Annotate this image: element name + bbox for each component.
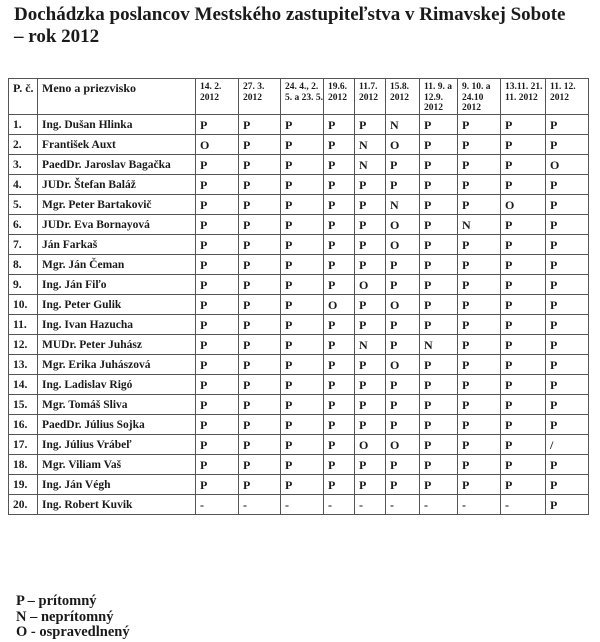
attendance-mark: P [281,134,324,154]
member-name: PaedDr. Jaroslav Bagačka [38,154,196,174]
attendance-mark: P [501,314,546,334]
attendance-mark: P [324,394,355,414]
attendance-table [8,78,589,515]
attendance-mark: P [324,434,355,454]
attendance-mark: P [386,394,420,414]
attendance-mark: P [458,114,501,134]
row-number: 18. [9,454,38,474]
attendance-mark: P [420,114,458,134]
row-number: 9. [9,274,38,294]
attendance-mark: P [196,174,239,194]
member-name: Ing. Ján Fiľo [38,274,196,294]
attendance-mark: P [458,234,501,254]
row-number: 17. [9,434,38,454]
table-row [9,174,589,194]
attendance-mark: P [281,214,324,234]
attendance-mark: P [546,454,589,474]
row-number: 5. [9,194,38,214]
attendance-mark: P [239,354,281,374]
attendance-mark: P [196,374,239,394]
attendance-mark: P [324,174,355,194]
attendance-mark: P [324,114,355,134]
header-date: 27. 3. 2012 [239,79,281,115]
attendance-mark: O [386,214,420,234]
attendance-mark: P [281,474,324,494]
attendance-mark: O [386,134,420,154]
row-number: 8. [9,254,38,274]
attendance-mark: P [196,274,239,294]
attendance-mark: N [355,154,386,174]
table-header-row [9,79,589,115]
attendance-mark: P [281,334,324,354]
table-row [9,274,589,294]
row-number: 3. [9,154,38,174]
attendance-mark: P [458,134,501,154]
attendance-mark: P [196,234,239,254]
attendance-mark: P [501,214,546,234]
attendance-mark: P [546,354,589,374]
header-date: 11.7. 2012 [355,79,386,115]
attendance-mark: P [281,234,324,254]
attendance-mark: P [501,114,546,134]
header-number: P. č. [9,79,38,115]
row-number: 2. [9,134,38,154]
table-row [9,234,589,254]
attendance-mark: P [501,434,546,454]
attendance-mark: P [355,354,386,374]
attendance-mark: P [386,314,420,334]
attendance-mark: O [546,154,589,174]
member-name: Ing. Ladislav Rigó [38,374,196,394]
attendance-mark: P [239,194,281,214]
attendance-mark: P [546,414,589,434]
attendance-mark: P [239,254,281,274]
attendance-mark: P [324,474,355,494]
table-row [9,374,589,394]
attendance-mark: P [196,214,239,234]
attendance-mark: P [420,214,458,234]
legend [16,594,130,641]
member-name: PaedDr. Július Sojka [38,414,196,434]
attendance-mark: O [386,434,420,454]
member-name: Ing. Dušan Hlinka [38,114,196,134]
header-date: 24. 4., 2. 5. a 23. 5. [281,79,324,115]
table-row [9,114,589,134]
attendance-mark: P [324,214,355,234]
attendance-mark: P [324,314,355,334]
document-title [14,4,594,48]
attendance-mark: P [386,334,420,354]
attendance-mark: P [420,394,458,414]
member-name: Mgr. Tomáš Sliva [38,394,196,414]
attendance-mark: P [546,374,589,394]
row-number: 10. [9,294,38,314]
attendance-mark: P [501,474,546,494]
attendance-mark: P [281,174,324,194]
attendance-mark: P [546,234,589,254]
attendance-mark: P [458,474,501,494]
header-date: 13.11. 21. 11. 2012 [501,79,546,115]
row-number: 12. [9,334,38,354]
attendance-mark: P [420,314,458,334]
header-date: 19.6. 2012 [324,79,355,115]
attendance-mark: P [501,254,546,274]
attendance-mark: P [196,194,239,214]
attendance-mark: P [420,294,458,314]
attendance-mark: P [458,354,501,374]
attendance-mark: P [239,174,281,194]
attendance-mark: P [458,394,501,414]
attendance-mark: P [196,414,239,434]
row-number: 7. [9,234,38,254]
table-row [9,154,589,174]
attendance-mark: P [281,314,324,334]
attendance-mark: - [355,494,386,514]
attendance-mark: P [281,454,324,474]
attendance-mark: P [196,454,239,474]
attendance-mark: P [458,454,501,474]
attendance-mark: P [355,474,386,494]
attendance-mark: P [324,194,355,214]
attendance-mark: P [355,394,386,414]
row-number: 14. [9,374,38,394]
attendance-mark: O [355,274,386,294]
attendance-mark: P [324,414,355,434]
attendance-mark: P [458,434,501,454]
attendance-mark: P [458,274,501,294]
attendance-mark: O [324,294,355,314]
attendance-mark: O [386,234,420,254]
attendance-mark: P [546,134,589,154]
attendance-mark: P [281,194,324,214]
table-row [9,194,589,214]
attendance-mark: - [239,494,281,514]
attendance-mark: P [196,474,239,494]
attendance-mark: N [386,194,420,214]
attendance-mark: P [281,254,324,274]
table-row [9,474,589,494]
attendance-mark: P [420,234,458,254]
attendance-mark: P [420,274,458,294]
attendance-mark: N [420,334,458,354]
attendance-mark: P [196,314,239,334]
attendance-mark: P [546,334,589,354]
attendance-mark: P [239,414,281,434]
row-number: 15. [9,394,38,414]
attendance-mark: P [420,454,458,474]
attendance-mark: P [355,294,386,314]
attendance-mark: P [501,274,546,294]
attendance-mark: P [239,374,281,394]
attendance-mark: P [239,114,281,134]
attendance-mark: P [281,114,324,134]
attendance-mark: P [458,374,501,394]
attendance-mark: P [458,334,501,354]
row-number: 1. [9,114,38,134]
attendance-mark: - [281,494,324,514]
attendance-mark: - [458,494,501,514]
member-name: Ján Farkaš [38,234,196,254]
attendance-mark: P [196,434,239,454]
table-row [9,314,589,334]
attendance-mark: O [501,194,546,214]
attendance-mark: / [546,434,589,454]
attendance-mark: P [501,354,546,374]
attendance-mark: P [420,354,458,374]
table-row [9,434,589,454]
attendance-mark: P [324,154,355,174]
attendance-mark: P [239,274,281,294]
attendance-mark: P [355,254,386,274]
member-name: JUDr. Eva Bornayová [38,214,196,234]
attendance-mark: P [281,354,324,374]
title-line-1: Dochádzka poslancov Mestského zastupiteľstva v Rimavskej Sobote [14,4,566,25]
table-row [9,134,589,154]
attendance-mark: P [355,234,386,254]
attendance-mark: P [239,234,281,254]
member-name: František Auxt [38,134,196,154]
attendance-mark: P [355,114,386,134]
attendance-mark: P [239,294,281,314]
attendance-mark: P [501,154,546,174]
member-name: JUDr. Štefan Baláž [38,174,196,194]
table-row [9,214,589,234]
table-row [9,454,589,474]
header-date: 14. 2. 2012 [196,79,239,115]
attendance-mark: P [386,414,420,434]
attendance-mark: P [546,194,589,214]
header-date: 11. 9. a 12.9. 2012 [420,79,458,115]
attendance-mark: P [355,454,386,474]
legend-excused: O - ospravedlnený [16,624,130,640]
attendance-mark: P [239,154,281,174]
attendance-mark: P [458,194,501,214]
attendance-mark: P [196,254,239,274]
attendance-mark: P [546,274,589,294]
attendance-mark: P [239,434,281,454]
member-name: Ing. Peter Gulik [38,294,196,314]
attendance-mark: P [386,254,420,274]
attendance-mark: N [458,214,501,234]
member-name: MUDr. Peter Juhász [38,334,196,354]
attendance-mark: P [324,354,355,374]
row-number: 11. [9,314,38,334]
attendance-mark: P [386,454,420,474]
attendance-mark: P [546,254,589,274]
attendance-mark: P [420,194,458,214]
attendance-mark: P [458,314,501,334]
attendance-mark: P [239,394,281,414]
attendance-mark: P [281,374,324,394]
attendance-mark: P [386,374,420,394]
attendance-mark: - [196,494,239,514]
attendance-mark: P [239,454,281,474]
attendance-mark: - [501,494,546,514]
attendance-mark: P [420,174,458,194]
attendance-mark: P [501,334,546,354]
attendance-mark: - [420,494,458,514]
attendance-mark: P [546,474,589,494]
attendance-mark: P [420,134,458,154]
attendance-mark: P [501,394,546,414]
attendance-mark: P [281,154,324,174]
row-number: 6. [9,214,38,234]
table-body [9,114,589,514]
attendance-mark: P [458,414,501,434]
row-number: 4. [9,174,38,194]
attendance-mark: P [386,274,420,294]
attendance-mark: P [239,334,281,354]
attendance-mark: P [501,134,546,154]
attendance-mark: O [386,354,420,374]
member-name: Ing. Július Vrábeľ [38,434,196,454]
legend-absent: N – neprítomný [16,608,114,625]
table-row [9,334,589,354]
attendance-mark: P [281,394,324,414]
attendance-mark: P [458,154,501,174]
attendance-mark: P [386,174,420,194]
attendance-mark: P [324,234,355,254]
attendance-mark: P [546,394,589,414]
attendance-mark: P [420,254,458,274]
table-row [9,494,589,514]
attendance-mark: P [239,214,281,234]
attendance-mark: P [546,174,589,194]
row-number: 13. [9,354,38,374]
attendance-mark: N [386,114,420,134]
table-row [9,294,589,314]
attendance-mark: P [420,374,458,394]
attendance-mark: - [324,494,355,514]
attendance-mark: P [324,334,355,354]
attendance-mark: P [420,434,458,454]
header-name: Meno a priezvisko [38,79,196,115]
attendance-mark: P [196,354,239,374]
member-name: Mgr. Erika Juhászová [38,354,196,374]
attendance-mark: P [239,314,281,334]
member-name: Mgr. Peter Bartakovič [38,194,196,214]
attendance-mark: P [355,194,386,214]
attendance-mark: P [546,114,589,134]
attendance-mark: - [386,494,420,514]
attendance-mark: P [458,294,501,314]
attendance-mark: P [546,294,589,314]
header-date: 15.8. 2012 [386,79,420,115]
attendance-mark: P [281,414,324,434]
attendance-mark: O [355,434,386,454]
attendance-mark: P [281,294,324,314]
attendance-mark: P [324,254,355,274]
title-line-2: – rok 2012 [14,26,100,47]
table-row [9,394,589,414]
attendance-mark: O [386,294,420,314]
attendance-mark: P [501,174,546,194]
attendance-mark: P [355,174,386,194]
attendance-mark: P [239,474,281,494]
row-number: 16. [9,414,38,434]
attendance-mark: P [386,154,420,174]
attendance-mark: P [501,294,546,314]
attendance-mark: P [546,314,589,334]
legend-present: P – prítomný [16,593,97,609]
attendance-mark: P [501,374,546,394]
attendance-mark: P [458,254,501,274]
attendance-mark: P [324,454,355,474]
member-name: Ing. Ján Végh [38,474,196,494]
attendance-mark: P [196,294,239,314]
attendance-mark: P [324,134,355,154]
attendance-mark: O [196,134,239,154]
attendance-mark: P [355,374,386,394]
attendance-mark: P [420,474,458,494]
attendance-mark: P [324,274,355,294]
member-name: Ing. Ivan Hazucha [38,314,196,334]
header-date: 11. 12. 2012 [546,79,589,115]
member-name: Mgr. Viliam Vaš [38,454,196,474]
attendance-mark: P [196,154,239,174]
attendance-mark: P [281,434,324,454]
attendance-mark: P [355,414,386,434]
table-row [9,254,589,274]
attendance-mark: N [355,334,386,354]
attendance-mark: P [196,114,239,134]
member-name: Mgr. Ján Čeman [38,254,196,274]
attendance-mark: P [281,274,324,294]
member-name: Ing. Robert Kuvik [38,494,196,514]
attendance-mark: P [458,174,501,194]
attendance-mark: P [501,234,546,254]
attendance-mark: N [355,134,386,154]
attendance-mark: P [324,374,355,394]
attendance-mark: P [386,474,420,494]
attendance-mark: P [420,414,458,434]
attendance-mark: P [239,134,281,154]
row-number: 19. [9,474,38,494]
attendance-mark: P [546,214,589,234]
attendance-mark: P [546,494,589,514]
attendance-mark: P [501,454,546,474]
attendance-mark: P [355,214,386,234]
header-date: 9. 10. a 24.10 2012 [458,79,501,115]
attendance-mark: P [420,154,458,174]
attendance-mark: P [355,314,386,334]
row-number: 20. [9,494,38,514]
attendance-mark: P [196,334,239,354]
attendance-mark: P [501,414,546,434]
table-row [9,414,589,434]
table-row [9,354,589,374]
attendance-mark: P [196,394,239,414]
